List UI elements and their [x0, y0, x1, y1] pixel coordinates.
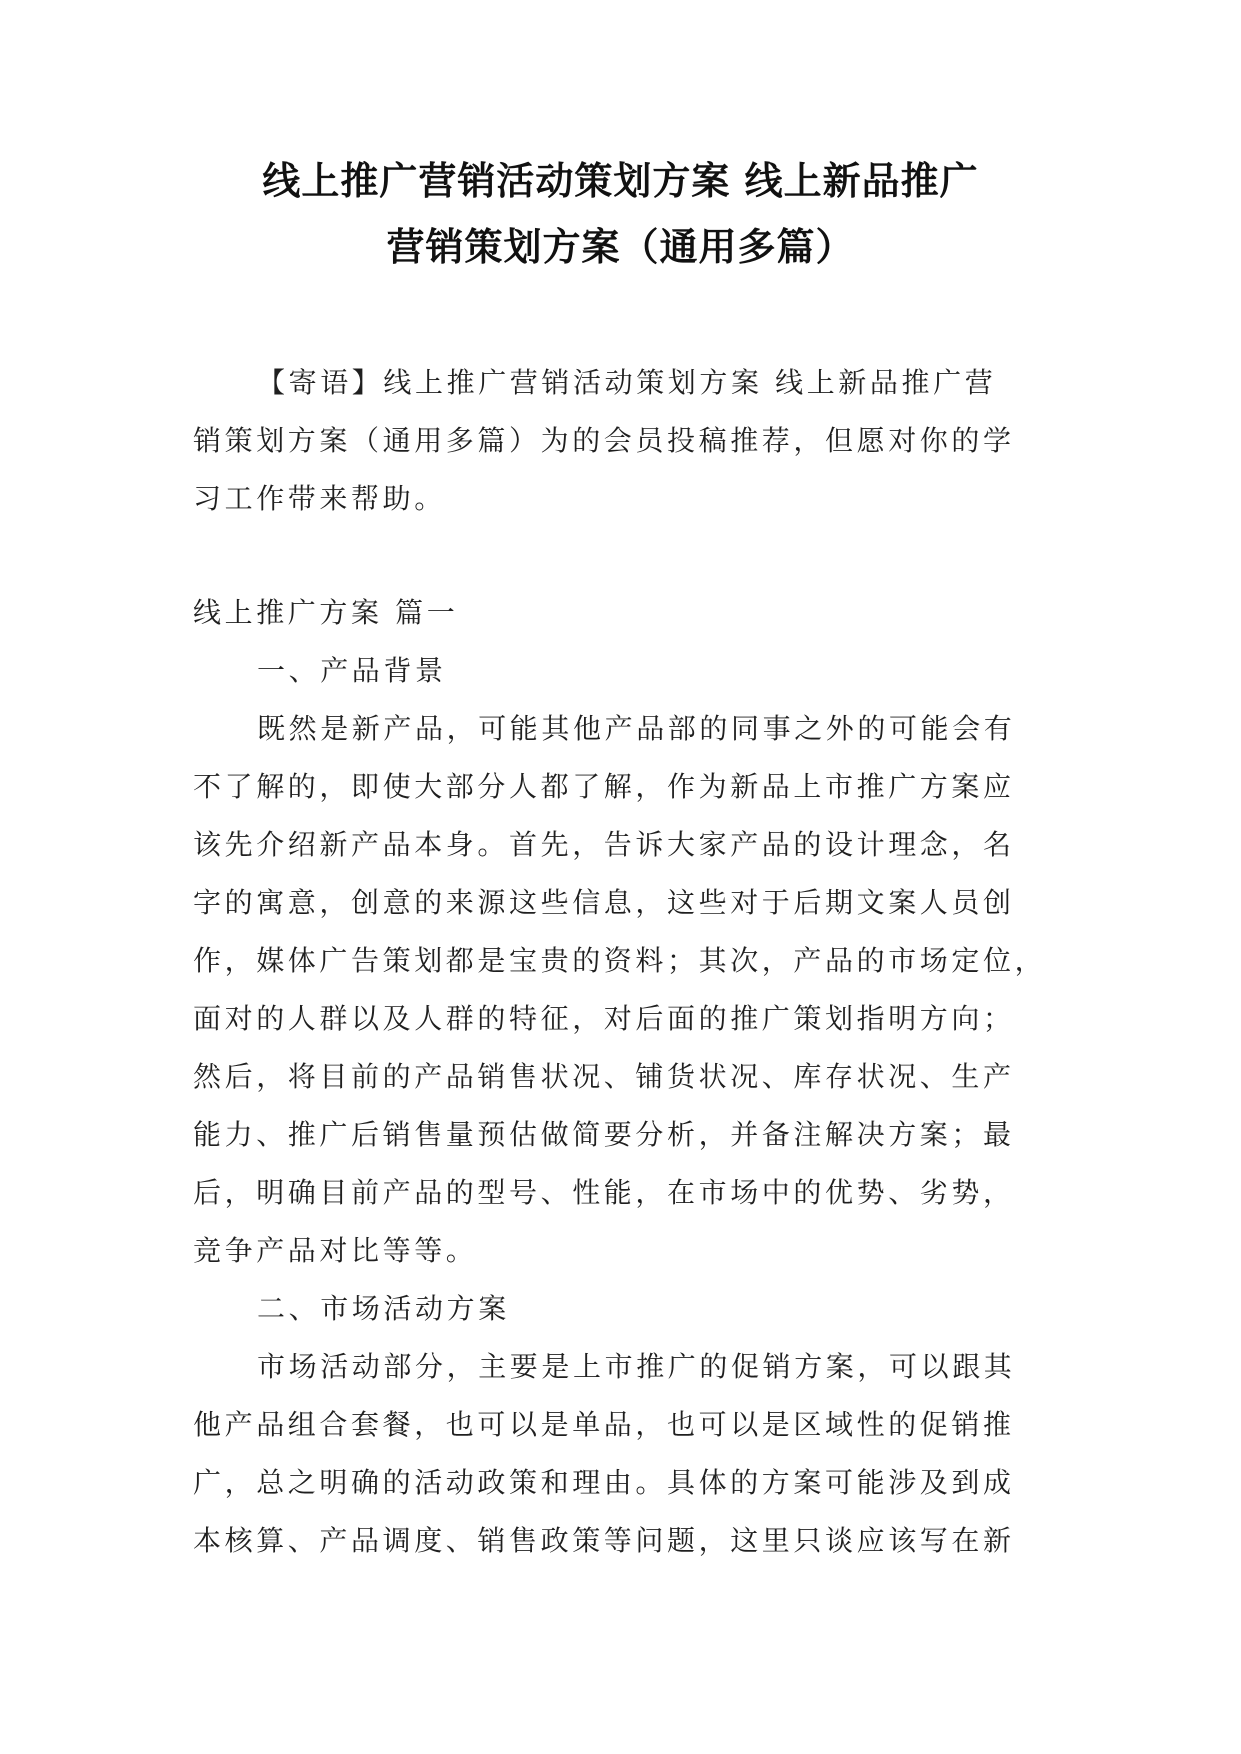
paragraph-line: 面对的人群以及人群的特征，对后面的推广策划指明方向； — [193, 1002, 1015, 1035]
intro-line: 习工作带来帮助。 — [193, 482, 446, 515]
paragraph-line: 后，明确目前产品的型号、性能，在市场中的优势、劣势， — [193, 1176, 1015, 1209]
title-line-1: 线上推广营销活动策划方案 线上新品推广 — [262, 159, 979, 203]
section-body — [193, 584, 1053, 1570]
intro-line: 销策划方案（通用多篇）为的会员投稿推荐，但愿对你的学 — [193, 424, 1015, 457]
paragraph-line: 本核算、产品调度、销售政策等问题，这里只谈应该写在新 — [193, 1524, 1015, 1557]
title-line-2: 营销策划方案（通用多篇） — [386, 225, 855, 269]
paragraph-line: 竞争产品对比等等。 — [193, 1234, 478, 1267]
paragraph-line: 既然是新产品，可能其他产品部的同事之外的可能会有 — [257, 712, 1016, 745]
paragraph-line: 该先介绍新产品本身。首先，告诉大家产品的设计理念，名 — [193, 828, 1015, 861]
paragraph-line: 作，媒体广告策划都是宝贵的资料；其次，产品的市场定位， — [193, 944, 1047, 977]
paragraph-line: 市场活动部分，主要是上市推广的促销方案，可以跟其 — [257, 1350, 1016, 1383]
paragraph-line: 不了解的，即使大部分人都了解，作为新品上市推广方案应 — [193, 770, 1015, 803]
paragraph-line: 他产品组合套餐，也可以是单品，也可以是区域性的促销推 — [193, 1408, 1015, 1441]
paragraph-line: 广，总之明确的活动政策和理由。具体的方案可能涉及到成 — [193, 1466, 1015, 1499]
paragraph-line: 然后，将目前的产品销售状况、铺货状况、库存状况、生产 — [193, 1060, 1015, 1093]
subheading-market-activity: 二、市场活动方案 — [257, 1292, 510, 1325]
paragraph-line: 字的寓意，创意的来源这些信息，这些对于后期文案人员创 — [193, 886, 1015, 919]
document-title — [160, 148, 1081, 280]
section-heading: 线上推广方案 篇一 — [193, 596, 459, 629]
paragraph-line: 能力、推广后销售量预估做简要分析，并备注解决方案；最 — [193, 1118, 1015, 1151]
subheading-product-background: 一、产品背景 — [257, 654, 447, 687]
intro-paragraph — [193, 354, 1053, 528]
intro-line: 【寄语】线上推广营销活动策划方案 线上新品推广营 — [257, 366, 997, 399]
